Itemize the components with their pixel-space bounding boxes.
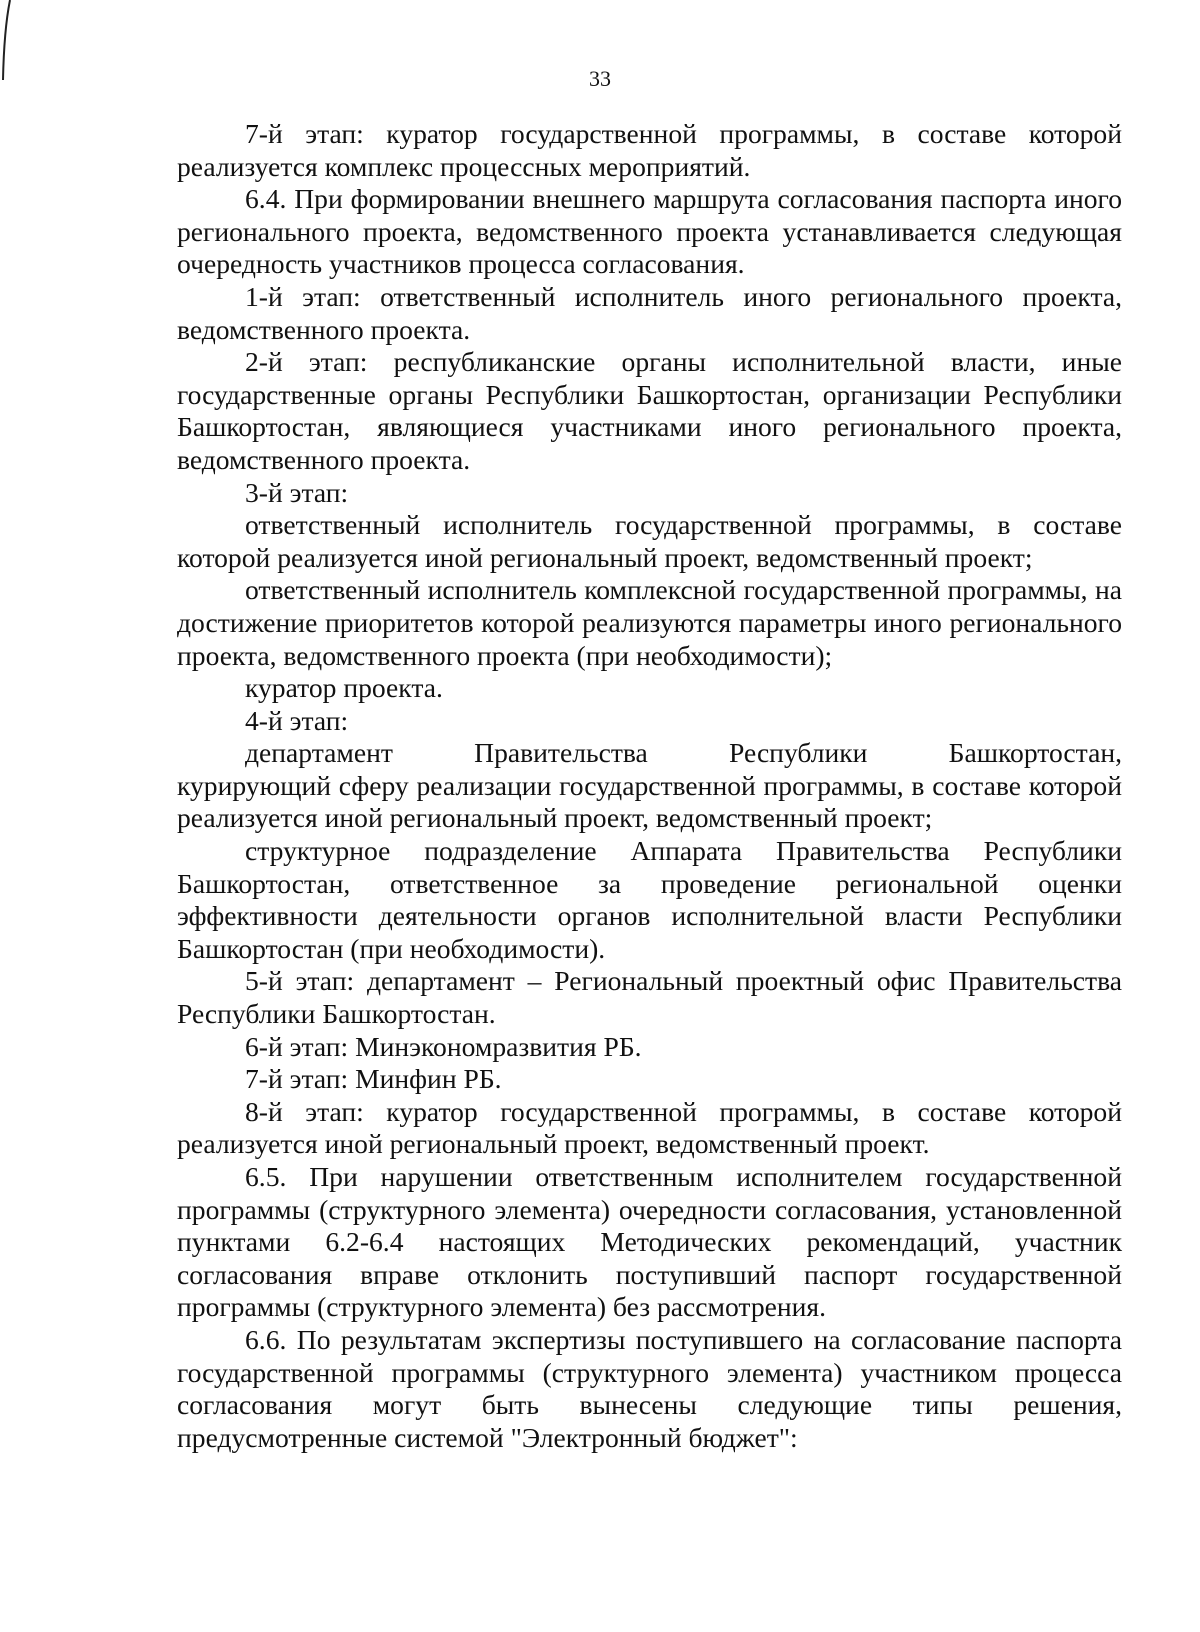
paragraph-6-6: 6.6. По результатам экспертизы поступившего на согласование паспорта государственной программы (структурного элемента) участником процесса согласования могут быть вынесены следующие типы решения, предусмотренные системой "Электронный бюджет": [177, 1323, 1122, 1453]
paragraph-stage-4-heading: 4-й этап: [245, 704, 349, 736]
paragraph-stage-3-item-2: ответственный исполнитель комплексной государственной программы, на достижение приоритетов которой реализуются параметры иного регионального проекта, ведомственного проекта (при необходимости); [177, 574, 1122, 671]
page-number: 33 [589, 66, 611, 91]
paragraph-6-4: 6.4. При формировании внешнего маршрута согласования паспорта иного регионального проекта, ведомственного проекта устанавливается следующая очередность участников процесса согласования. [177, 183, 1122, 280]
paragraph-stage-3-item-3: куратор проекта. [245, 672, 443, 704]
paragraph-stage-2: 2-й этап: республиканские органы исполнительной власти, иные государственные органы Республики Башкортостан, организации Республики Башкортостан, являющиеся участниками иного регионального проекта, ведомственного проекта. [177, 346, 1122, 475]
paragraph-stage-3-heading: 3-й этап: [245, 476, 349, 508]
paragraph-stage-6: 6-й этап: Минэкономразвития РБ. [245, 1030, 642, 1062]
paragraph-stage-7-processes: 7-й этап: куратор государственной программы, в составе которой реализуется комплекс процессных мероприятий. [177, 118, 1122, 182]
paragraph-stage-8: 8-й этап: куратор государственной программы, в составе которой реализуется иной региональный проект, ведомственный проект. [177, 1095, 1122, 1160]
paragraph-stage-4-item-2: структурное подразделение Аппарата Правительства Республики Башкортостан, ответственное за проведение региональной оценки эффективности деятельности органов исполнительной власти Республики Башкортостан (при необходимости). [177, 835, 1122, 964]
paragraph-stage-4-item-1-end: курирующий сферу реализации государственной программы, в составе которой реализуется иной региональный проект, ведомственный проект; [177, 769, 1122, 834]
paragraph-stage-7: 7-й этап: Минфин РБ. [245, 1063, 502, 1095]
paragraph-6-5: 6.5. При нарушении ответственным исполнителем государственной программы (структурного элемента) очередности согласования, установленной пунктами 6.2-6.4 настоящих Методических рекомендаций, участник согласования вправе отклонить поступивший паспорт государственной программы (структурного элемента) без рассмотрения. [177, 1161, 1122, 1323]
paragraph-stage-1: 1-й этап: ответственный исполнитель иного регионального проекта, ведомственного проекта. [177, 280, 1122, 345]
document-body [177, 118, 1122, 1454]
paragraph-stage-5: 5-й этап: департамент – Региональный проектный офис Правительства Республики Башкортостан. [177, 965, 1122, 1030]
paragraph-stage-3-item-1: ответственный исполнитель государственной программы, в составе которой реализуется иной региональный проект, ведомственный проект; [177, 509, 1122, 573]
paragraph-stage-4-item-1-start: департамент Правительства Республики Башкортостан, [245, 737, 1122, 769]
